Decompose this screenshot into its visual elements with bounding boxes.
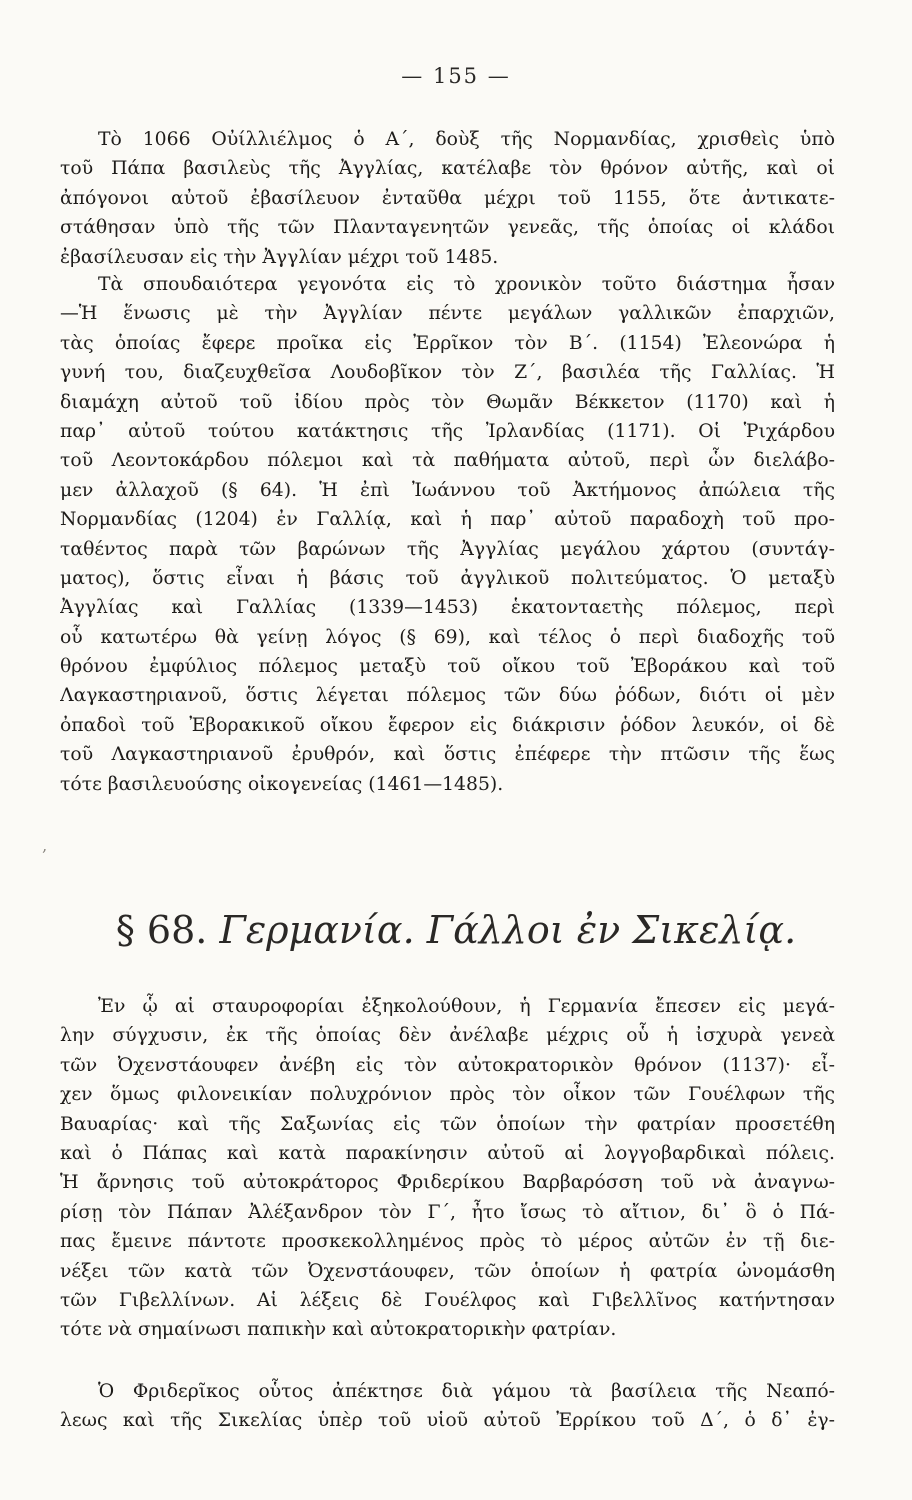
intro-paragraph <box>60 125 835 272</box>
text-line: Νορμανδίας (1204) ἐν Γαλλίᾳ, καὶ ἡ παρ᾿ αὐτοῦ παραδοχὴ τοῦ προ- <box>60 509 835 531</box>
text-line: στάθησαν ὑπὸ τῆς τῶν Πλανταγενητῶν γενεᾶς, τῆς ὁποίας οἱ κλάδοι <box>60 217 835 239</box>
text-line: μεν ἀλλαχοῦ (§ 64). Ἡ ἐπὶ Ἰωάννου τοῦ Ἀκτήμονος ἀπώλεια τῆς <box>60 479 835 501</box>
text-line: νέξει τῶν κατὰ τῶν Ὀχενστάουφεν, τῶν ὁποίων ἡ φατρία ὠνομάσθη <box>60 1260 835 1282</box>
text-line: διαμάχη αὐτοῦ τοῦ ἰδίου πρὸς τὸν Θωμᾶν Βέκκετον (1170) καὶ ἡ <box>60 391 835 413</box>
germany-paragraph <box>60 992 835 1345</box>
text-line: τοῦ Λαγκαστηριανοῦ ἐρυθρόν, καὶ ὅστις ἐπέφερε τὴν πτῶσιν τῆς ἕως <box>60 744 835 766</box>
text-line: γυνή του, διαζευχθεῖσα Λουδοβῖκον τὸν Ζ΄, βασιλέα τῆς Γαλλίας. Ἡ <box>60 362 835 384</box>
text-line: θρόνου ἐμφύλιος πόλεμος μεταξὺ τοῦ οἴκου τοῦ Ἐβοράκου καὶ τοῦ <box>60 656 835 678</box>
text-line: Τὰ σπουδαιότερα γεγονότα εἰς τὸ χρονικὸν τοῦτο διάστημα ἦσαν <box>98 274 835 295</box>
text-line: οὗ κατωτέρω θὰ γείνῃ λόγος (§ 69), καὶ τέλος ὁ περὶ διαδοχῆς τοῦ <box>60 626 835 648</box>
page-number: — 155 — <box>401 64 511 88</box>
text-line: τὰς ὁποίας ἔφερε προῖκα εἰς Ἐρρῖκον τὸν Β΄. (1154) Ἐλεονώρα ἡ <box>60 332 835 354</box>
text-line: χεν ὅμως φιλονεικίαν πολυχρόνιον πρὸς τὸν οἶκον τῶν Γουέλφων τῆς <box>60 1084 835 1106</box>
text-line: Ὁ Φριδερῖκος οὗτος ἀπέκτησε διὰ γάμου τὰ βασίλεια τῆς Νεαπό- <box>98 1381 835 1402</box>
text-line: ρίσῃ τὸν Πάπαν Ἀλέξανδρον τὸν Γ΄, ἦτο ἴσως τὸ αἴτιον, δι᾿ ὃ ὁ Πά- <box>60 1201 835 1223</box>
text-line: Τὸ 1066 Οὐίλλιέλμος ὁ Α΄, δοὺξ τῆς Νορμανδίας, χρισθεὶς ὑπὸ <box>98 129 835 150</box>
text-line: ταθέντος παρὰ τῶν βαρώνων τῆς Ἀγγλίας μεγάλου χάρτου (συντάγ- <box>60 538 835 560</box>
section-title: Γερμανία. Γάλλοι ἐν Σικελίᾳ. <box>219 908 797 952</box>
text-line: τῶν Ὀχενστάουφεν ἀνέβη εἰς τὸν αὐτοκρατορικὸν θρόνον (1137)· εἶ- <box>60 1054 835 1076</box>
section-number: § 68. <box>115 908 208 952</box>
text-line: λην σύγχυσιν, ἐκ τῆς ὁποίας δὲν ἀνέλαβε μέχρις οὗ ἡ ἰσχυρὰ γενεὰ <box>60 1025 835 1047</box>
section-heading <box>0 908 912 952</box>
text-line: —Ἡ ἕνωσις μὲ τὴν Ἀγγλίαν πέντε μεγάλων γαλλικῶν ἐπαρχιῶν, <box>60 303 835 325</box>
text-line: τοῦ Πάπα βασιλεὺς τῆς Ἀγγλίας, κατέλαβε τὸν θρόνον αὐτῆς, καὶ οἱ <box>60 158 835 180</box>
text-line: Λαγκαστηριανοῦ, ὅστις λέγεται πόλεμος τῶν δύω ῥόδων, διότι οἱ μὲν <box>60 685 835 707</box>
text-line: ἐβασίλευσαν εἰς τὴν Ἀγγλίαν μέχρι τοῦ 1485. <box>60 246 499 268</box>
text-line: παρ᾿ αὐτοῦ τούτου κατάκτησις τῆς Ἰρλανδίας (1171). Οἱ Ῥιχάρδου <box>60 420 835 442</box>
final-paragraph <box>60 1377 835 1436</box>
text-line: πας ἔμεινε πάντοτε προσκεκολλημένος πρὸς τὸ μέρος αὐτῶν ἐν τῇ διε- <box>60 1231 835 1253</box>
text-line: Ἡ ἄρνησις τοῦ αὐτοκράτορος Φριδερίκου Βαρβαρόσση τοῦ νὰ ἀναγνω- <box>60 1172 835 1194</box>
text-line: ὀπαδοὶ τοῦ Ἐβορακικοῦ οἴκου ἔφερον εἰς διάκρισιν ῥόδον λευκόν, οἱ δὲ <box>60 714 835 736</box>
text-line: τότε βασιλευούσης οἰκογενείας (1461—1485). <box>60 773 504 795</box>
text-line: Ἐν ᾧ αἱ σταυροφορίαι ἐξηκολούθουν, ἡ Γερμανία ἔπεσεν εἰς μεγά- <box>98 996 835 1017</box>
text-line: Ἀγγλίας καὶ Γαλλίας (1339—1453) ἑκατονταετὴς πόλεμος, περὶ <box>60 597 835 619</box>
text-line: τοῦ Λεοντοκάρδου πόλεμοι καὶ τὰ παθήματα αὐτοῦ, περὶ ὧν διελάβο- <box>60 450 835 472</box>
text-line: λεως καὶ τῆς Σικελίας ὑπὲρ τοῦ υἱοῦ αὐτοῦ Ἐρρίκου τοῦ Δ΄, ὁ δ᾿ ἐγ- <box>60 1410 835 1432</box>
margin-mark: ‚ <box>42 836 48 855</box>
text-line: ἀπόγονοι αὐτοῦ ἐβασίλευον ἐνταῦθα μέχρι τοῦ 1155, ὅτε ἀντικατε- <box>60 187 835 209</box>
text-line: Βαυαρίας· καὶ τῆς Σαξωνίας εἰς τῶν ὁποίων τὴν φατρίαν προσετέθη <box>60 1113 835 1135</box>
text-line: καὶ ὁ Πάπας καὶ κατὰ παρακίνησιν αὐτοῦ αἱ λογγοβαρδικαὶ πόλεις. <box>60 1142 835 1164</box>
main-paragraph <box>60 270 835 799</box>
text-line: τῶν Γιβελλίνων. Αἱ λέξεις δὲ Γουέλφος καὶ Γιβελλῖνος κατήντησαν <box>60 1289 835 1311</box>
text-line: τότε νὰ σημαίνωσι παπικὴν καὶ αὐτοκρατορικὴν φατρίαν. <box>60 1319 617 1341</box>
text-line: ματος), ὅστις εἶναι ἡ βάσις τοῦ ἀγγλικοῦ πολιτεύματος. Ὁ μεταξὺ <box>60 567 835 589</box>
